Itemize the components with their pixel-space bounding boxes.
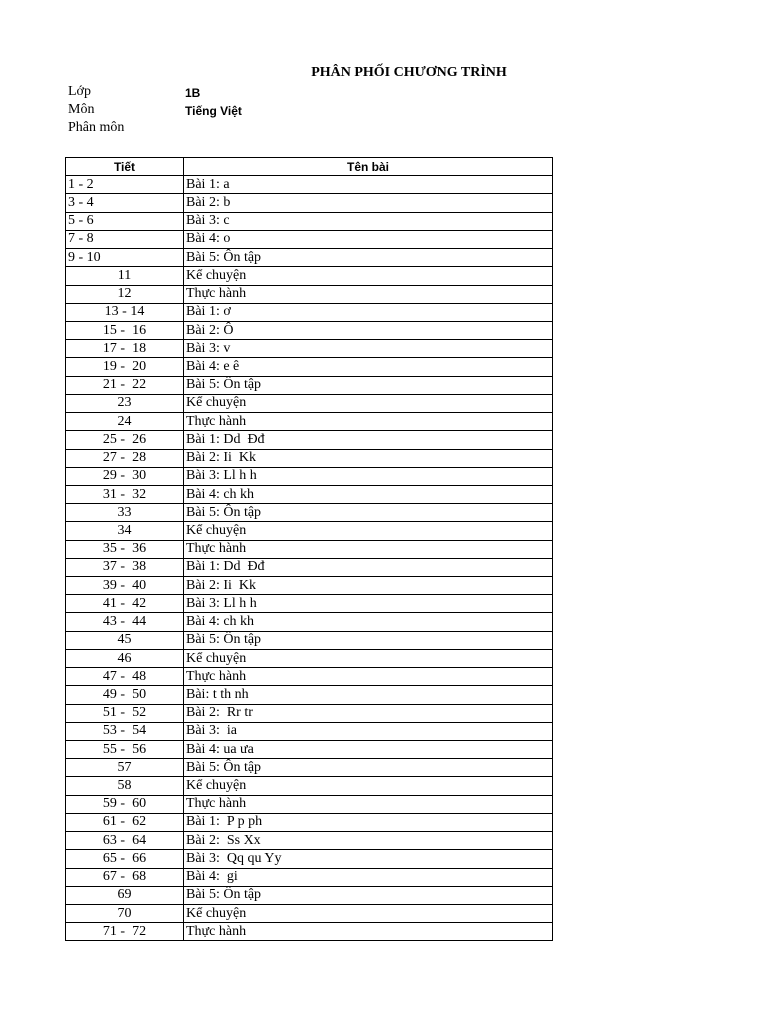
- cell-tiet: 33: [66, 504, 184, 522]
- table-row: [66, 303, 553, 321]
- table-row: [66, 886, 553, 904]
- table-row: [66, 704, 553, 722]
- cell-ten-bai: Bài 4: ua ưa: [184, 741, 553, 759]
- meta-value-mon: Tiếng Việt: [185, 104, 242, 118]
- cell-ten-bai: Bài 2: b: [184, 194, 553, 212]
- table-row: [66, 467, 553, 485]
- cell-tiet: 12: [66, 285, 184, 303]
- cell-ten-bai: Bài 2: Rr tr: [184, 704, 553, 722]
- cell-ten-bai: Bài 3: c: [184, 212, 553, 230]
- table-row: [66, 577, 553, 595]
- cell-tiet: 35 - 36: [66, 540, 184, 558]
- table-row: [66, 230, 553, 248]
- cell-ten-bai: Thực hành: [184, 285, 553, 303]
- cell-tiet: 31 - 32: [66, 485, 184, 503]
- table-row: [66, 540, 553, 558]
- table-row: [66, 485, 553, 503]
- cell-tiet: 46: [66, 649, 184, 667]
- table-row: [66, 449, 553, 467]
- document-title: PHÂN PHỐI CHƯƠNG TRÌNH: [311, 65, 507, 80]
- table-row: [66, 759, 553, 777]
- cell-ten-bai: Kể chuyện: [184, 904, 553, 922]
- cell-tiet: 29 - 30: [66, 467, 184, 485]
- header-ten-bai: Tên bài: [184, 158, 553, 176]
- table-row: [66, 904, 553, 922]
- cell-tiet: 71 - 72: [66, 923, 184, 941]
- cell-ten-bai: Bài 3: Qq qu Yy: [184, 850, 553, 868]
- cell-tiet: 37 - 38: [66, 558, 184, 576]
- cell-tiet: 24: [66, 413, 184, 431]
- cell-ten-bai: Bài 4: ch kh: [184, 485, 553, 503]
- cell-tiet: 67 - 68: [66, 868, 184, 886]
- table-row: [66, 376, 553, 394]
- cell-tiet: 5 - 6: [66, 212, 184, 230]
- cell-tiet: 59 - 60: [66, 795, 184, 813]
- cell-ten-bai: Bài: t th nh: [184, 686, 553, 704]
- cell-ten-bai: Bài 1: a: [184, 176, 553, 194]
- cell-tiet: 15 - 16: [66, 321, 184, 339]
- cell-tiet: 19 - 20: [66, 358, 184, 376]
- cell-tiet: 21 - 22: [66, 376, 184, 394]
- table-row: [66, 358, 553, 376]
- table-row: [66, 431, 553, 449]
- cell-tiet: 39 - 40: [66, 577, 184, 595]
- meta-label-mon: Môn: [68, 102, 95, 117]
- cell-tiet: 61 - 62: [66, 813, 184, 831]
- cell-tiet: 13 - 14: [66, 303, 184, 321]
- table-row: [66, 285, 553, 303]
- table-row: [66, 722, 553, 740]
- cell-tiet: 47 - 48: [66, 668, 184, 686]
- cell-ten-bai: Bài 5: Ôn tập: [184, 249, 553, 267]
- table-row: [66, 813, 553, 831]
- cell-ten-bai: Bài 1: Dd Đđ: [184, 431, 553, 449]
- table-row: [66, 522, 553, 540]
- table-row: [66, 267, 553, 285]
- cell-ten-bai: Thực hành: [184, 923, 553, 941]
- cell-tiet: 58: [66, 777, 184, 795]
- cell-ten-bai: Bài 4: o: [184, 230, 553, 248]
- cell-ten-bai: Kể chuyện: [184, 649, 553, 667]
- cell-ten-bai: Kể chuyện: [184, 522, 553, 540]
- table-row: [66, 321, 553, 339]
- meta-label-phan-mon: Phân môn: [68, 120, 125, 135]
- cell-tiet: 11: [66, 267, 184, 285]
- cell-ten-bai: Bài 4: gi: [184, 868, 553, 886]
- cell-tiet: 23: [66, 394, 184, 412]
- cell-ten-bai: Bài 5: Ôn tập: [184, 631, 553, 649]
- table-header-row: [66, 158, 553, 176]
- table-row: [66, 777, 553, 795]
- header-tiet: Tiết: [66, 158, 184, 176]
- table-row: [66, 923, 553, 941]
- cell-ten-bai: Bài 1: Dd Đđ: [184, 558, 553, 576]
- meta-label-lop: Lớp: [68, 84, 91, 99]
- cell-ten-bai: Thực hành: [184, 413, 553, 431]
- cell-ten-bai: Kể chuyện: [184, 777, 553, 795]
- cell-tiet: 7 - 8: [66, 230, 184, 248]
- cell-ten-bai: Bài 2: Ii Kk: [184, 449, 553, 467]
- cell-ten-bai: Bài 5: Ôn tập: [184, 504, 553, 522]
- cell-tiet: 65 - 66: [66, 850, 184, 868]
- cell-ten-bai: Bài 1: ơ: [184, 303, 553, 321]
- cell-ten-bai: Bài 4: ch kh: [184, 613, 553, 631]
- cell-ten-bai: Bài 5: Ôn tập: [184, 376, 553, 394]
- meta-value-lop: 1B: [185, 86, 201, 100]
- table-row: [66, 741, 553, 759]
- table-row: [66, 631, 553, 649]
- table-row: [66, 194, 553, 212]
- table-row: [66, 668, 553, 686]
- cell-ten-bai: Bài 3: Ll h h: [184, 595, 553, 613]
- cell-ten-bai: Bài 2: Ii Kk: [184, 577, 553, 595]
- cell-ten-bai: Bài 5: Ôn tập: [184, 886, 553, 904]
- table-row: [66, 850, 553, 868]
- table-row: [66, 613, 553, 631]
- cell-tiet: 69: [66, 886, 184, 904]
- cell-tiet: 63 - 64: [66, 832, 184, 850]
- cell-ten-bai: Bài 2: Ss Xx: [184, 832, 553, 850]
- cell-tiet: 49 - 50: [66, 686, 184, 704]
- table-row: [66, 212, 553, 230]
- cell-tiet: 45: [66, 631, 184, 649]
- cell-tiet: 3 - 4: [66, 194, 184, 212]
- cell-tiet: 55 - 56: [66, 741, 184, 759]
- cell-tiet: 43 - 44: [66, 613, 184, 631]
- lesson-table: [65, 157, 553, 941]
- table-row: [66, 686, 553, 704]
- cell-tiet: 70: [66, 904, 184, 922]
- table-row: [66, 176, 553, 194]
- table-row: [66, 249, 553, 267]
- cell-ten-bai: Bài 3: v: [184, 340, 553, 358]
- table-row: [66, 649, 553, 667]
- cell-tiet: 25 - 26: [66, 431, 184, 449]
- cell-tiet: 57: [66, 759, 184, 777]
- cell-tiet: 1 - 2: [66, 176, 184, 194]
- cell-tiet: 41 - 42: [66, 595, 184, 613]
- table-row: [66, 340, 553, 358]
- cell-ten-bai: Bài 3: Ll h h: [184, 467, 553, 485]
- cell-tiet: 17 - 18: [66, 340, 184, 358]
- table-row: [66, 394, 553, 412]
- table-row: [66, 413, 553, 431]
- table-row: [66, 795, 553, 813]
- cell-ten-bai: Kể chuyện: [184, 267, 553, 285]
- cell-ten-bai: Bài 4: e ê: [184, 358, 553, 376]
- cell-ten-bai: Bài 2: Ô: [184, 321, 553, 339]
- table-row: [66, 595, 553, 613]
- table-row: [66, 832, 553, 850]
- cell-ten-bai: Thực hành: [184, 540, 553, 558]
- cell-ten-bai: Bài 3: ia: [184, 722, 553, 740]
- cell-ten-bai: Thực hành: [184, 795, 553, 813]
- table-row: [66, 558, 553, 576]
- cell-ten-bai: Thực hành: [184, 668, 553, 686]
- table-row: [66, 868, 553, 886]
- cell-ten-bai: Bài 5: Ôn tập: [184, 759, 553, 777]
- cell-tiet: 34: [66, 522, 184, 540]
- table-row: [66, 504, 553, 522]
- cell-tiet: 27 - 28: [66, 449, 184, 467]
- cell-tiet: 51 - 52: [66, 704, 184, 722]
- cell-tiet: 9 - 10: [66, 249, 184, 267]
- cell-tiet: 53 - 54: [66, 722, 184, 740]
- cell-ten-bai: Kể chuyện: [184, 394, 553, 412]
- cell-ten-bai: Bài 1: P p ph: [184, 813, 553, 831]
